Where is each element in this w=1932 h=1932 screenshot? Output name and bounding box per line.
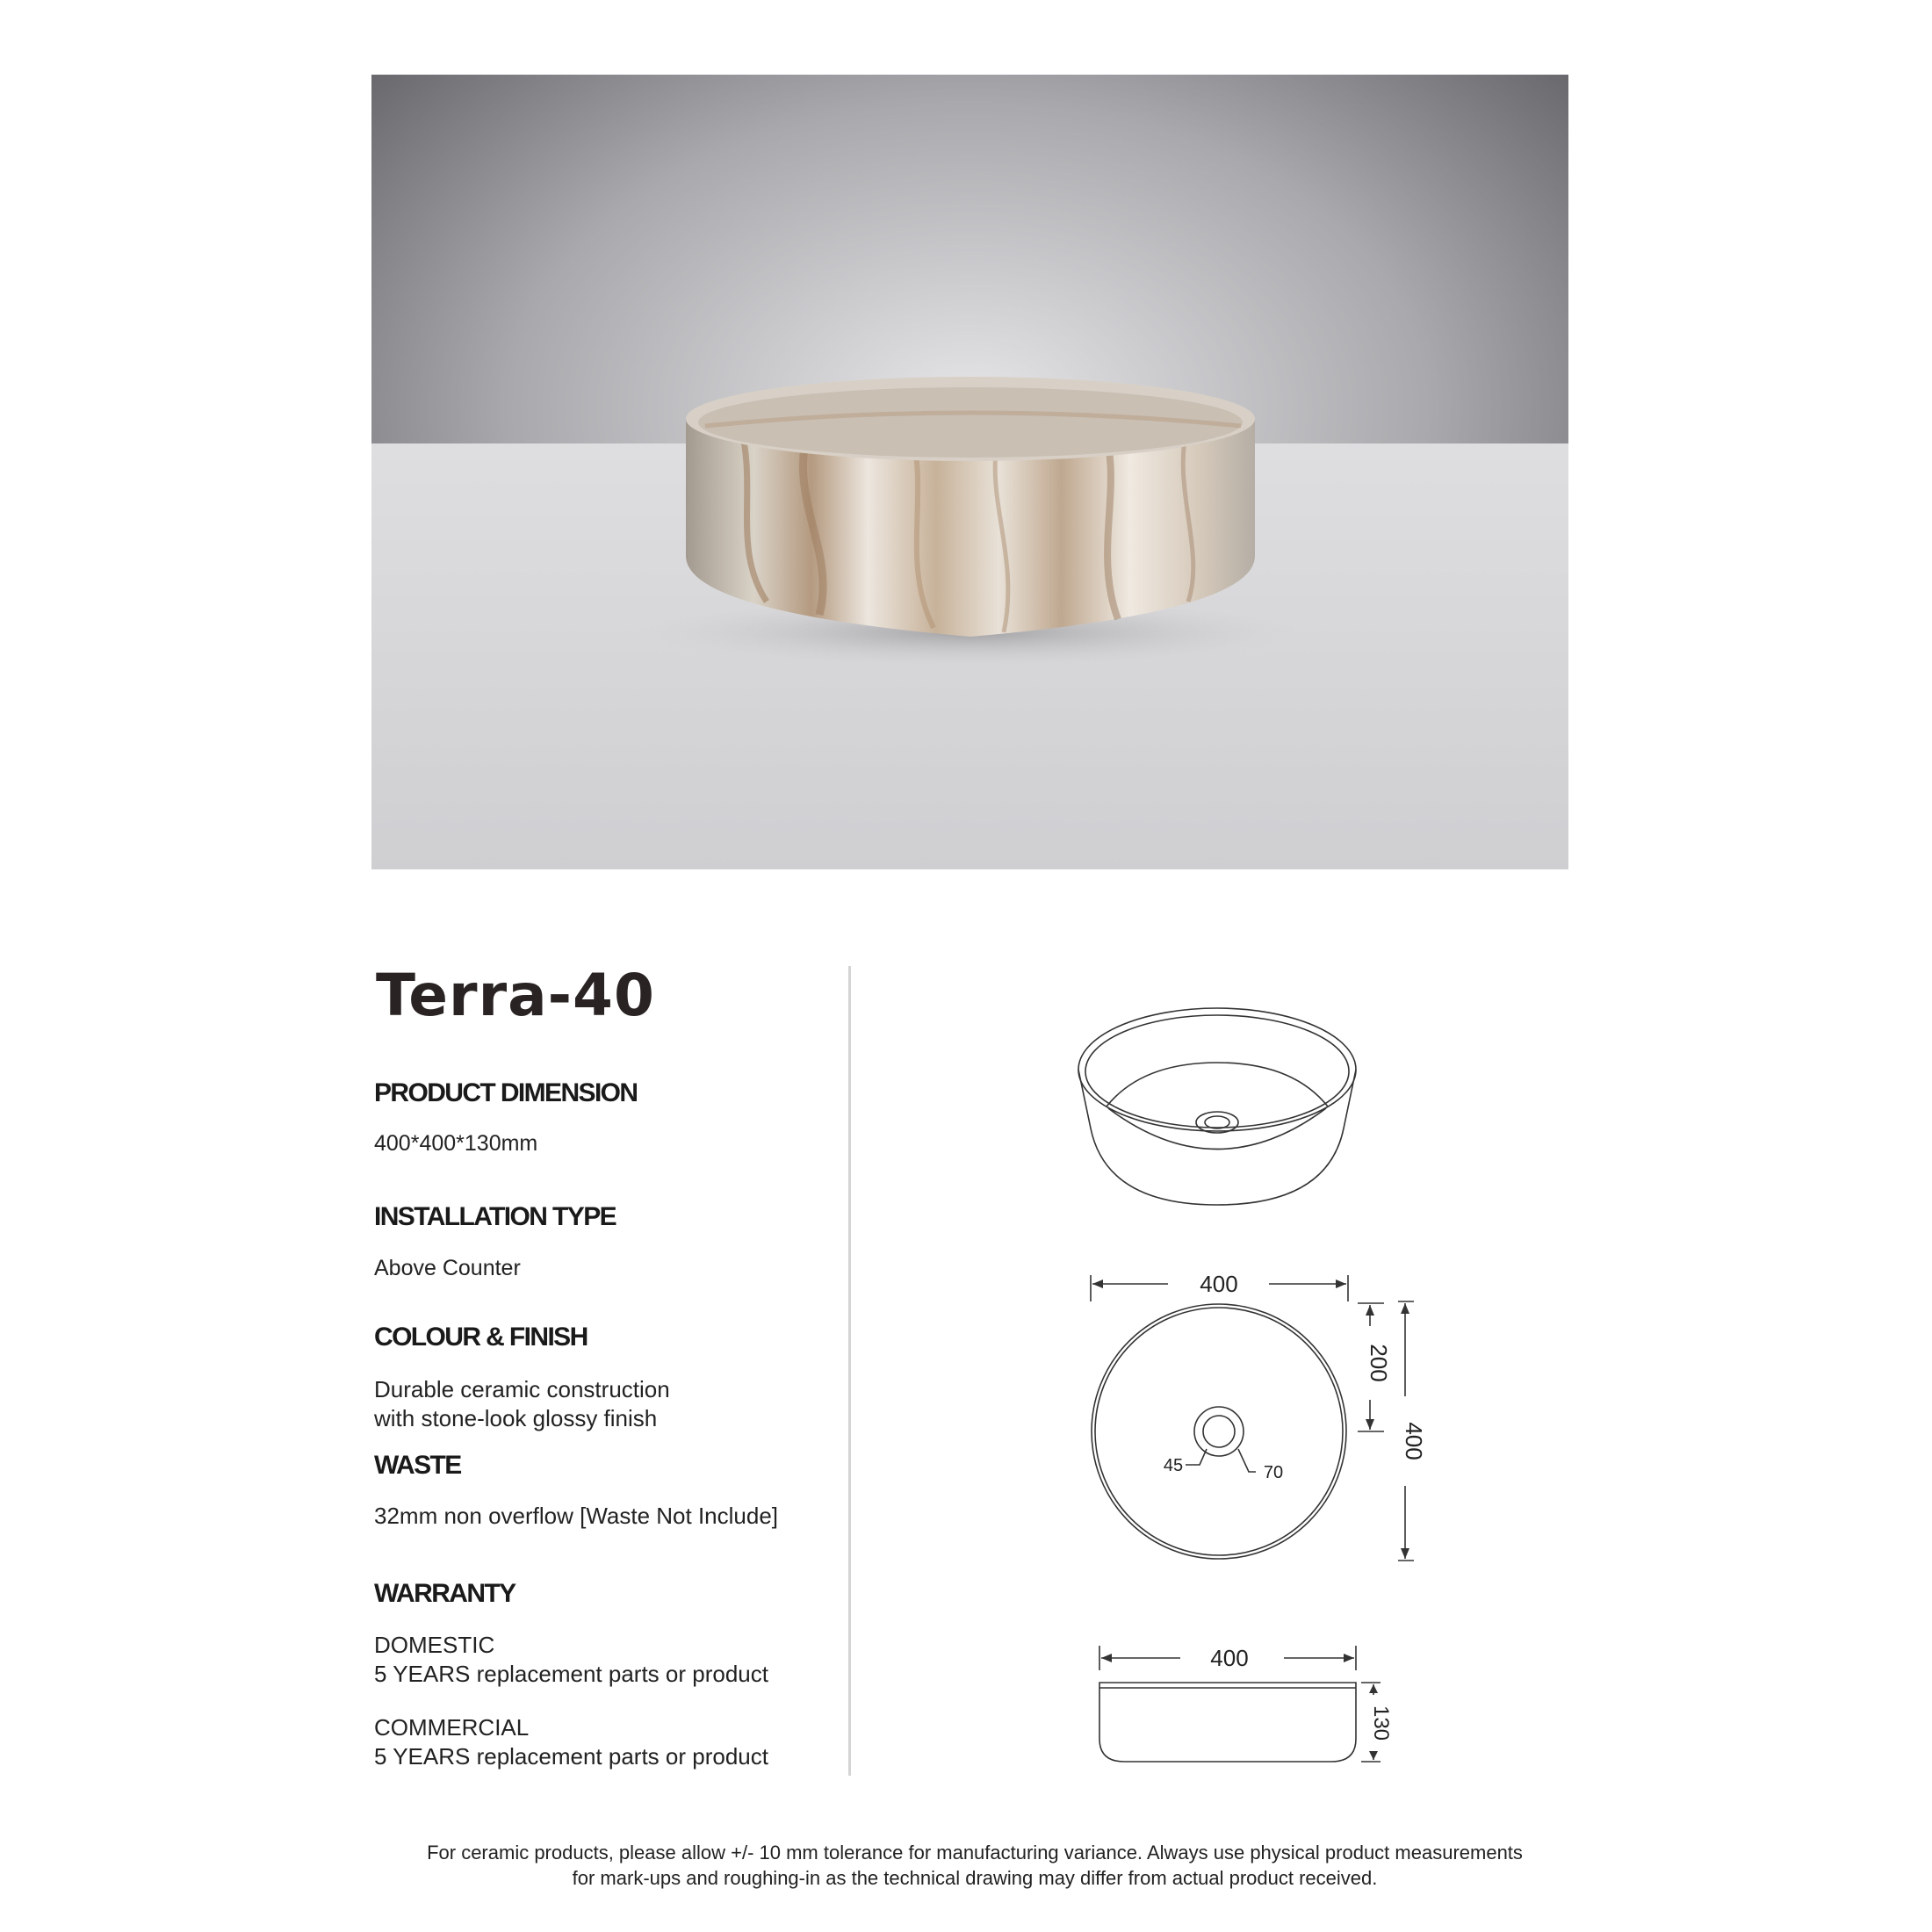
colour-value [374,1375,670,1433]
domestic-warranty [374,1631,768,1689]
top-view [1091,1275,1414,1561]
side-height-label: 130 [1369,1705,1393,1741]
basin-photo-image [371,75,1568,869]
colour-line-1: Durable ceramic construction [374,1376,670,1402]
domestic-label: DOMESTIC [374,1632,495,1658]
top-height-label: 400 [1401,1422,1427,1460]
commercial-value: 5 YEARS replacement parts or product [374,1743,768,1770]
commercial-label: COMMERCIAL [374,1714,530,1741]
dimension-heading: PRODUCT DIMENSION [374,1078,638,1107]
installation-heading: INSTALLATION TYPE [374,1202,616,1231]
commercial-warranty [374,1713,768,1771]
colour-heading: COLOUR & FINISH [374,1323,588,1352]
side-width-label: 400 [1210,1645,1249,1671]
waste-outer-label: 70 [1263,1463,1284,1482]
tolerance-note-line-1: For ceramic products, please allow +/- 10 mm tolerance for manufacturing variance. Always use physical product measurements [427,1842,1523,1864]
waste-inner-label: 45 [1163,1456,1184,1475]
product-title: Terra-40 [376,962,655,1029]
waste-heading: WASTE [374,1451,461,1480]
top-width-label: 400 [1200,1271,1238,1297]
tolerance-note-line-2: for mark-ups and roughing-in as the technical drawing may differ from actual product received. [572,1867,1378,1889]
top-half-label: 200 [1366,1344,1392,1382]
installation-value: Above Counter [374,1256,521,1280]
domestic-value: 5 YEARS replacement parts or product [374,1661,768,1687]
tolerance-note [334,1840,1616,1891]
perspective-view [1078,1008,1356,1205]
product-photo [371,75,1568,869]
dimension-value: 400*400*130mm [374,1131,538,1156]
warranty-heading: WARRANTY [374,1579,515,1608]
column-divider [848,966,851,1776]
colour-line-2: with stone-look glossy finish [374,1405,658,1431]
waste-value: 32mm non overflow [Waste Not Include] [374,1503,779,1529]
technical-drawing [1054,975,1475,1765]
